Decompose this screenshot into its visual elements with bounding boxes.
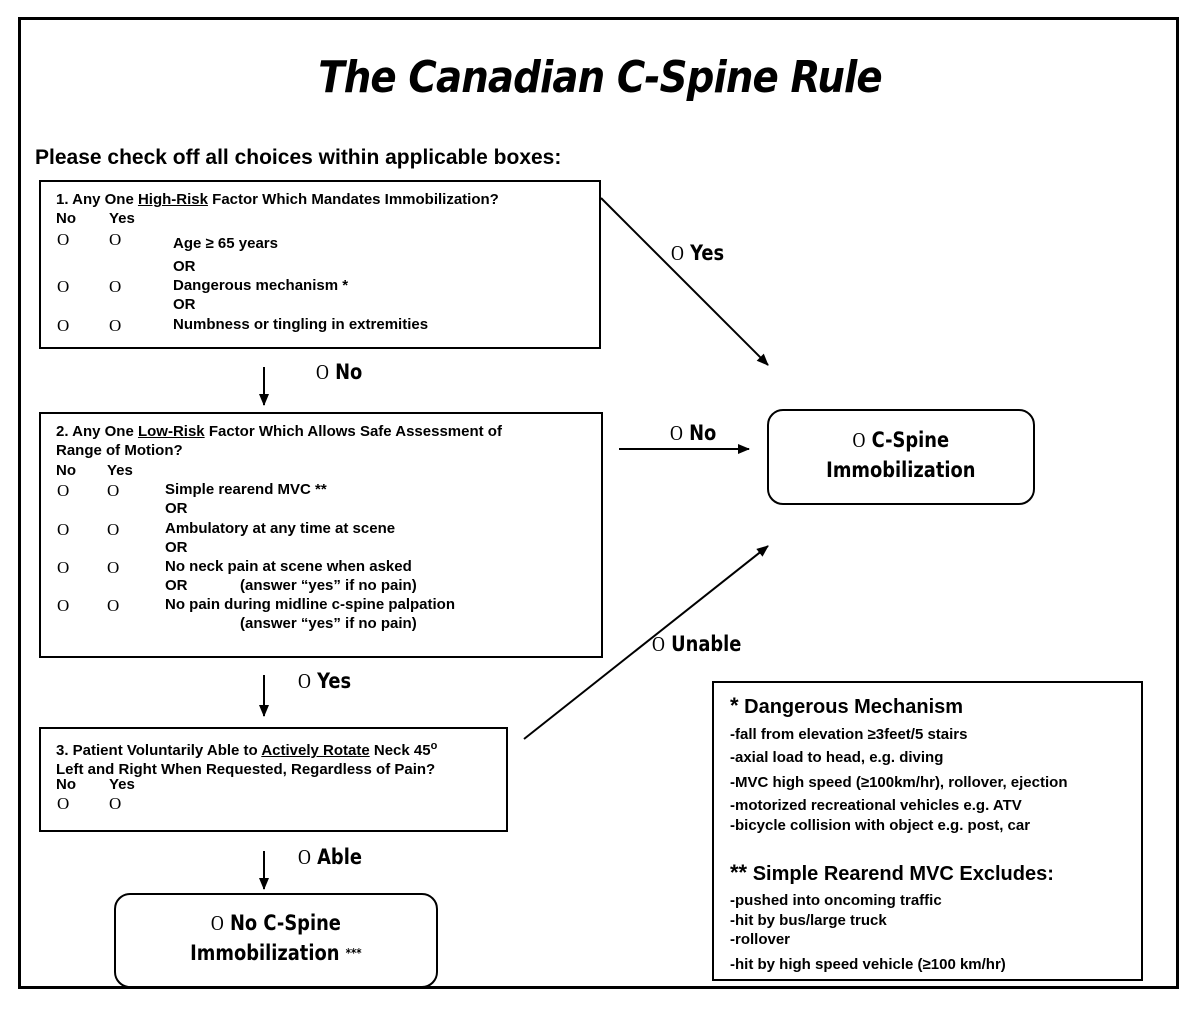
item-no-palpation-pain: No pain during midline c-spine palpation bbox=[165, 596, 456, 613]
checkbox-numbness-no[interactable]: O bbox=[57, 316, 70, 335]
checkbox-dangerous-yes[interactable]: O bbox=[109, 277, 122, 296]
low-risk-label: Low-Risk bbox=[137, 423, 205, 440]
branch-checkbox[interactable]: O bbox=[671, 241, 684, 265]
or-label: OR bbox=[165, 539, 188, 556]
active-rotate-label: Actively Rotate bbox=[261, 742, 370, 759]
item-simple-rearend: Simple rearend MVC ** bbox=[165, 481, 327, 498]
low-risk-question: 2. Any One Low-Risk Factor Which Allows Safe Assessment of Range of Motion? bbox=[56, 423, 502, 459]
column-yes-label: Yes bbox=[109, 776, 135, 793]
branch-high-risk-no: O No bbox=[316, 360, 363, 384]
or-label: OR bbox=[165, 500, 188, 517]
rearend-exclusion-item: -hit by bus/large truck bbox=[730, 912, 887, 929]
checkbox-palpation-no[interactable]: O bbox=[57, 596, 70, 615]
dangerous-item: -fall from elevation ≥3feet/5 stairs bbox=[730, 726, 968, 743]
branch-checkbox[interactable]: O bbox=[316, 360, 329, 384]
no-c-spine-immobilization-outcome: O No C-Spine Immobilization *** bbox=[114, 893, 438, 988]
answer-yes-note: (answer “yes” if no pain) bbox=[240, 615, 417, 632]
checkbox-dangerous-no[interactable]: O bbox=[57, 277, 70, 296]
dangerous-item: -motorized recreational vehicles e.g. ATV bbox=[730, 797, 1022, 814]
checkbox-ambulatory-yes[interactable]: O bbox=[107, 520, 120, 539]
column-no-label: No bbox=[56, 210, 76, 227]
high-risk-label: High-Risk bbox=[137, 191, 208, 208]
branch-unable: O Unable bbox=[652, 632, 742, 656]
rearend-exclusion-item: -pushed into oncoming traffic bbox=[730, 892, 942, 909]
rearend-exclusion-item: -hit by high speed vehicle (≥100 km/hr) bbox=[730, 956, 1006, 973]
column-yes-label: Yes bbox=[109, 210, 135, 227]
checkbox-rearend-yes[interactable]: O bbox=[107, 481, 120, 500]
item-dangerous-mechanism: Dangerous mechanism * bbox=[173, 277, 349, 294]
branch-checkbox[interactable]: O bbox=[298, 845, 311, 869]
low-risk-factor-box bbox=[39, 412, 603, 658]
active-rotation-question: 3. Patient Voluntarily Able to Actively Rotate Neck 45$^o$ Left and Right When Requested, Regardless of Pain? bbox=[56, 740, 438, 778]
checkbox-age-no[interactable]: O bbox=[57, 230, 70, 249]
branch-checkbox[interactable]: O bbox=[652, 632, 665, 656]
branch-high-risk-yes: O Yes bbox=[671, 241, 725, 265]
checkbox-age-yes[interactable]: O bbox=[109, 230, 122, 249]
high-risk-question: 1. Any One High-Risk Factor Which Mandates Immobilization? bbox=[56, 191, 499, 208]
item-no-neck-pain: No neck pain at scene when asked bbox=[165, 558, 412, 575]
page-title: The Canadian C-Spine Rule bbox=[318, 52, 882, 103]
checkbox-ambulatory-no[interactable]: O bbox=[57, 520, 70, 539]
definitions-legend bbox=[712, 681, 1143, 981]
c-spine-immobilization-outcome: O C-Spine Immobilization bbox=[767, 409, 1035, 505]
checkbox-palpation-yes[interactable]: O bbox=[107, 596, 120, 615]
simple-rearend-heading: ** Simple Rearend MVC Excludes: bbox=[730, 860, 1054, 885]
checkbox-rotate-no[interactable]: O bbox=[57, 794, 70, 813]
column-yes-label: Yes bbox=[107, 462, 133, 479]
outcome-checkbox[interactable]: O bbox=[210, 911, 224, 935]
answer-yes-note: (answer “yes” if no pain) bbox=[240, 577, 417, 594]
branch-able: O Able bbox=[298, 845, 362, 869]
instructions: Please check off all choices within applicable boxes: bbox=[35, 146, 562, 169]
dangerous-item: -bicycle collision with object e.g. post, car bbox=[730, 817, 1031, 834]
or-label: OR bbox=[173, 296, 196, 313]
branch-low-risk-no: O No bbox=[670, 421, 717, 445]
branch-checkbox[interactable]: O bbox=[670, 421, 683, 445]
item-ambulatory: Ambulatory at any time at scene bbox=[165, 520, 396, 537]
dangerous-mechanism-heading: * Dangerous Mechanism bbox=[730, 693, 964, 718]
checkbox-neck-pain-no[interactable]: O bbox=[57, 558, 70, 577]
degree-symbol: o bbox=[430, 740, 438, 752]
item-age: Age ≥ 65 years bbox=[173, 235, 278, 252]
active-rotation-box bbox=[39, 727, 508, 832]
column-no-label: No bbox=[56, 462, 76, 479]
footnote-mark: *** bbox=[345, 946, 362, 960]
or-label: OR bbox=[173, 258, 196, 275]
item-numbness: Numbness or tingling in extremities bbox=[173, 316, 429, 333]
column-no-label: No bbox=[56, 776, 76, 793]
arrow-box1-to-immobilization bbox=[601, 198, 768, 365]
high-risk-factor-box bbox=[39, 180, 601, 349]
dangerous-item: -axial load to head, e.g. diving bbox=[730, 749, 944, 766]
rearend-exclusion-item: -rollover bbox=[730, 931, 791, 948]
checkbox-rearend-no[interactable]: O bbox=[57, 481, 70, 500]
outcome-checkbox[interactable]: O bbox=[852, 428, 866, 452]
branch-low-risk-yes: O Yes bbox=[298, 669, 352, 693]
or-label: OR bbox=[165, 577, 188, 594]
checkbox-rotate-yes[interactable]: O bbox=[109, 794, 122, 813]
checkbox-numbness-yes[interactable]: O bbox=[109, 316, 122, 335]
dangerous-item: -MVC high speed (≥100km/hr), rollover, ejection bbox=[730, 774, 1068, 791]
checkbox-neck-pain-yes[interactable]: O bbox=[107, 558, 120, 577]
branch-checkbox[interactable]: O bbox=[298, 669, 311, 693]
